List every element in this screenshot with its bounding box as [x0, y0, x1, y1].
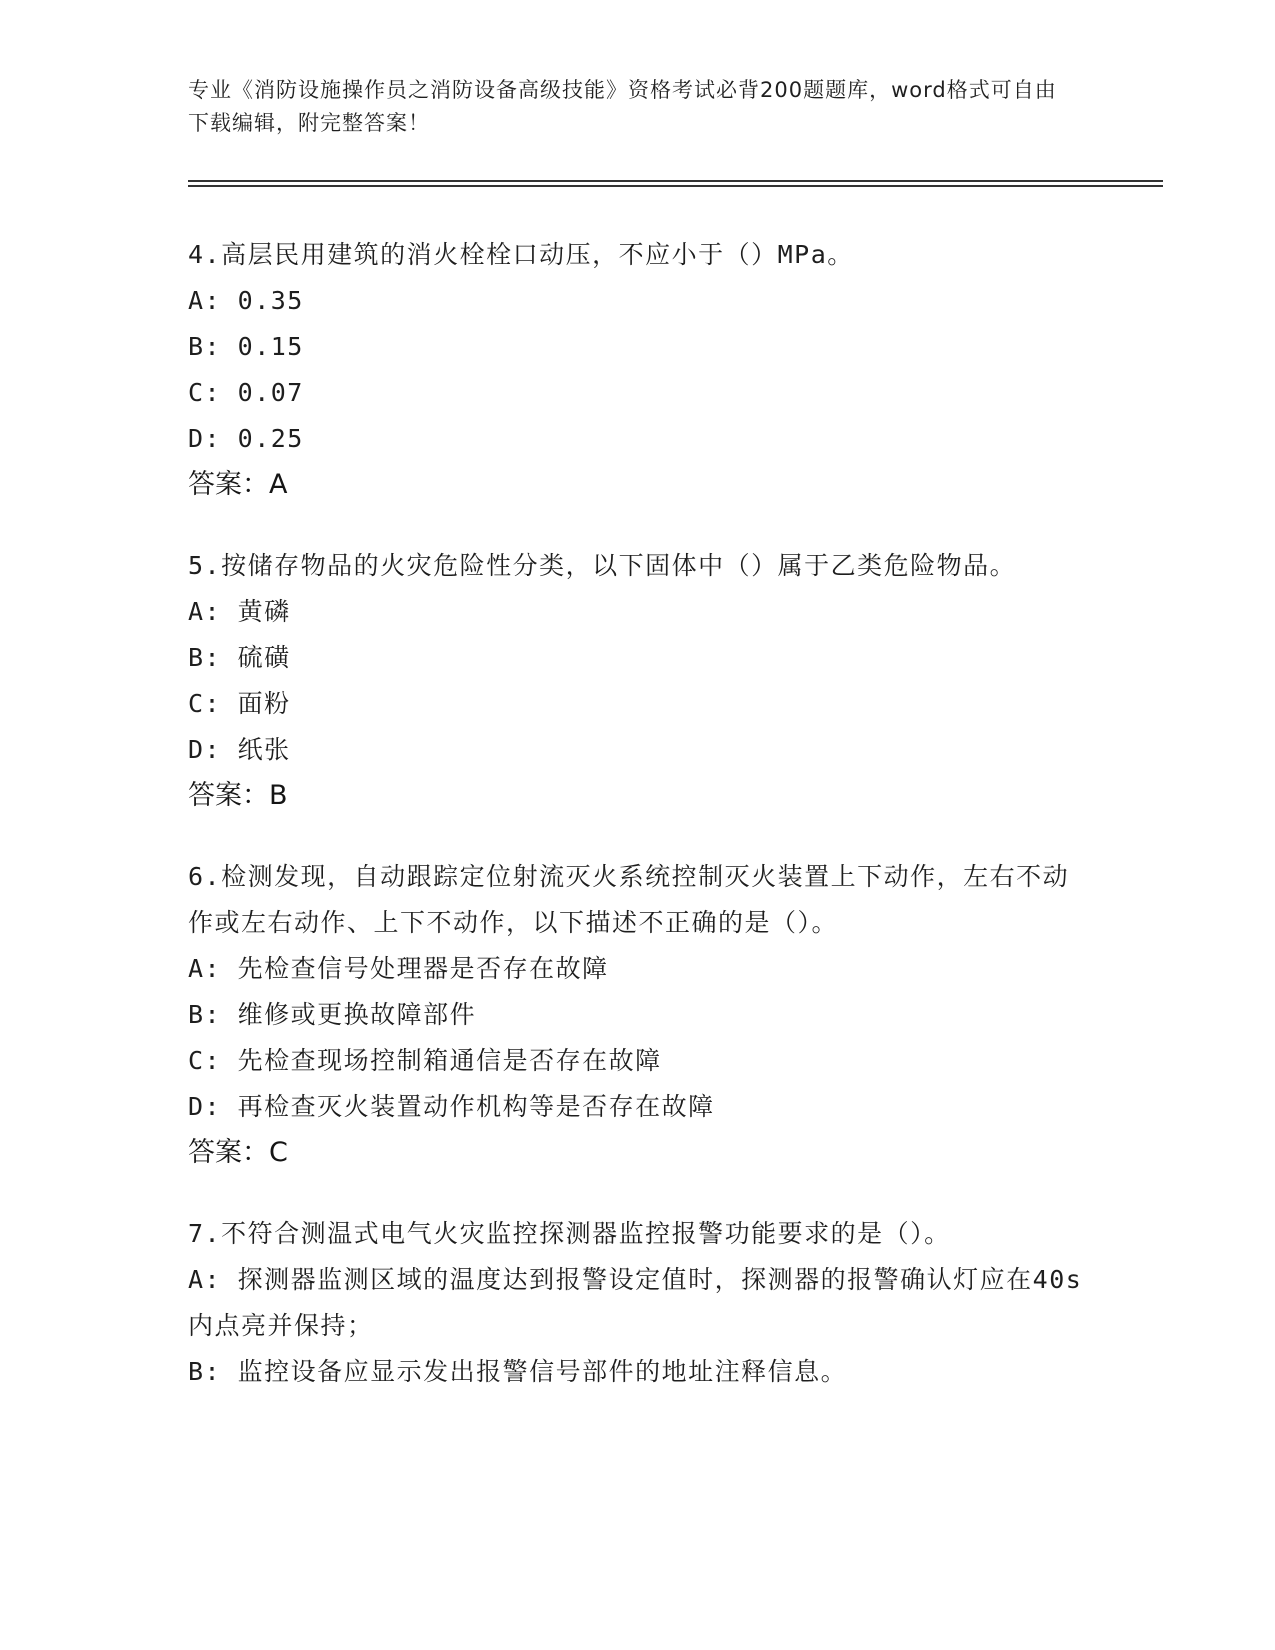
option-c: C: 0.07: [188, 378, 304, 407]
option-a: A: 探测器监测区域的温度达到报警设定值时，探测器的报警确认灯应在40s内点亮并保持；: [188, 1265, 1083, 1340]
header-divider-bottom: [188, 185, 1163, 187]
option-b: B: 硫磺: [188, 643, 291, 672]
question-stem: 7.不符合测温式电气火灾监控探测器监控报警功能要求的是（）。: [188, 1219, 951, 1248]
question-stem: 4.高层民用建筑的消火栓栓口动压，不应小于（）MPa。: [188, 240, 854, 269]
question-4: [188, 232, 1088, 508]
answer-line: 答案：B: [188, 780, 288, 811]
header-title: 专业《消防设施操作员之消防设备高级技能》资格考试必背200题题库，word格式可自由下载编辑，附完整答案！: [188, 78, 1057, 135]
question-5: [188, 543, 1088, 819]
option-c: C: 先检查现场控制箱通信是否存在故障: [188, 1046, 662, 1075]
option-a: A: 黄磷: [188, 597, 291, 626]
question-stem: 6.检测发现，自动跟踪定位射流灭火系统控制灭火装置上下动作，左右不动作或左右动作、上下不动作，以下描述不正确的是（）。: [188, 862, 1070, 937]
option-d: D: 再检查灭火装置动作机构等是否存在故障: [188, 1092, 715, 1121]
option-b: B: 0.15: [188, 332, 304, 361]
answer-line: 答案：C: [188, 1137, 288, 1168]
question-list: [188, 232, 1088, 1430]
question-6: [188, 854, 1088, 1176]
option-d: D: 0.25: [188, 424, 304, 453]
answer-line: 答案：A: [188, 469, 288, 500]
option-a: A: 0.35: [188, 286, 304, 315]
option-b: B: 监控设备应显示发出报警信号部件的地址注释信息。: [188, 1357, 848, 1386]
question-stem: 5.按储存物品的火灾危险性分类，以下固体中（）属于乙类危险物品。: [188, 551, 1017, 580]
option-a: A: 先检查信号处理器是否存在故障: [188, 954, 609, 983]
option-c: C: 面粉: [188, 689, 291, 718]
header-divider-top: [188, 180, 1163, 182]
option-d: D: 纸张: [188, 735, 291, 764]
document-header: [188, 74, 1078, 140]
question-7: [188, 1211, 1088, 1395]
option-b: B: 维修或更换故障部件: [188, 1000, 477, 1029]
